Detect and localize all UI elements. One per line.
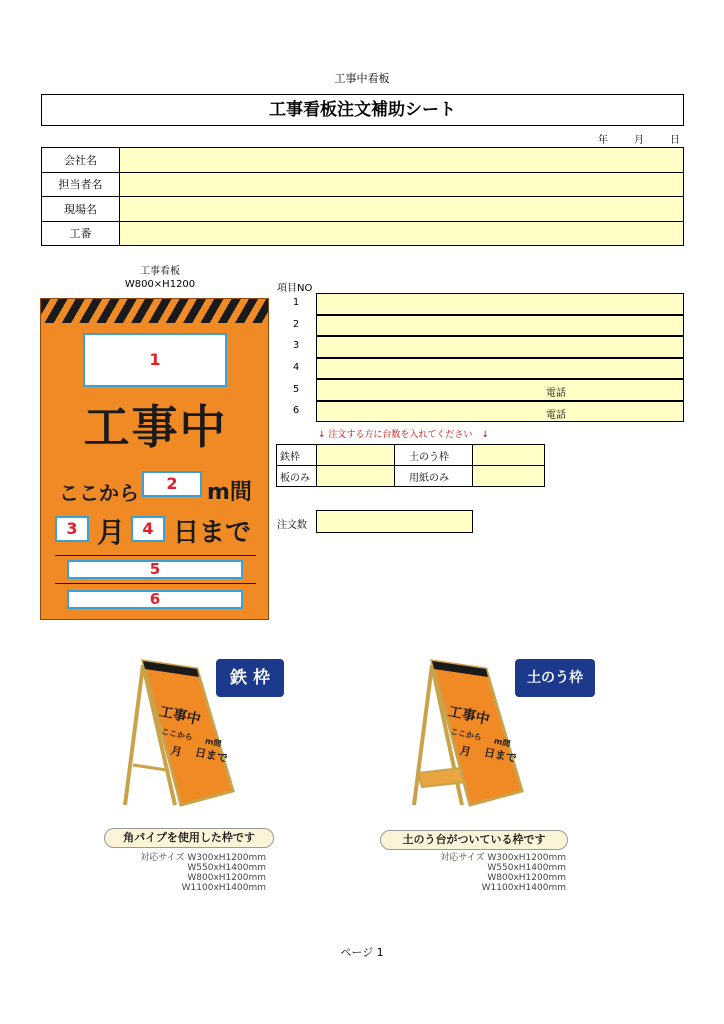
item-number-header: 項目NO xyxy=(277,283,313,294)
item-field-1[interactable] xyxy=(316,293,684,315)
company-label: 会社名 xyxy=(42,148,120,173)
customer-info-table xyxy=(41,147,684,246)
paper-only-qty[interactable] xyxy=(473,466,545,487)
sign-caption-name: 工事看板 xyxy=(140,266,180,277)
sandbag-frame-label: 土のう枠 xyxy=(395,445,473,466)
item-number: 6 xyxy=(292,405,300,416)
item-field-2[interactable] xyxy=(316,315,684,337)
item-number: 3 xyxy=(292,340,300,351)
sign-divider-1 xyxy=(55,555,256,556)
stand-sign-until: 日まで xyxy=(193,745,229,766)
item-field-3[interactable] xyxy=(316,336,684,358)
stand-sign-from: ここから xyxy=(160,726,194,743)
info-row-company xyxy=(42,148,684,173)
frame-quantity-table xyxy=(276,444,545,487)
item-field-4[interactable] xyxy=(316,358,684,380)
page-number: ページ 1 xyxy=(340,946,384,959)
size-item: W550xH1400mm xyxy=(487,863,566,873)
board-only-qty[interactable] xyxy=(317,466,395,487)
sheet-title: 工事看板注文補助シート xyxy=(41,94,684,126)
phone-label: 電話 xyxy=(546,388,566,399)
stand-sign-m: m間 xyxy=(493,736,512,749)
date-month-label: 月 xyxy=(634,135,644,146)
size-item: W1100xH1400mm xyxy=(481,883,566,893)
paper-only-label: 用紙のみ xyxy=(395,466,473,487)
stand-sign-month: 月 xyxy=(169,743,184,759)
stand-sign-m: m間 xyxy=(204,736,223,749)
person-field[interactable] xyxy=(120,172,684,197)
stand-sign-from: ここから xyxy=(449,726,483,743)
sign-from-text: ここから xyxy=(59,481,139,505)
construction-sign xyxy=(40,298,269,620)
site-field[interactable] xyxy=(120,197,684,222)
order-quantity-field[interactable] xyxy=(316,510,473,533)
size-item: 対応サイズ W300xH1200mm xyxy=(140,853,266,863)
company-field[interactable] xyxy=(120,148,684,173)
sign-m-text: m間 xyxy=(207,480,252,505)
item-number: 4 xyxy=(292,362,300,373)
sign-box-4: 4 xyxy=(131,516,165,542)
date-day-label: 日 xyxy=(670,135,680,146)
site-label: 現場名 xyxy=(42,197,120,222)
sign-month-text: 月 xyxy=(97,516,126,549)
size-item: 対応サイズ W300xH1200mm xyxy=(440,853,566,863)
sign-box-1: 1 xyxy=(83,333,227,387)
iron-frame-label: 鉄枠 xyxy=(277,445,317,466)
sign-box-5: 5 xyxy=(67,560,243,579)
sign-until-text: 日まで xyxy=(173,518,252,548)
size-item: W800xH1200mm xyxy=(487,873,566,883)
item-number: 1 xyxy=(292,297,300,308)
iron-frame-qty[interactable] xyxy=(317,445,395,466)
size-item: W1100xH1400mm xyxy=(181,883,266,893)
stand-sign-month: 月 xyxy=(458,743,473,759)
phone-label: 電話 xyxy=(546,409,566,421)
quantity-note: ↓ 注文する方に台数を入れてください ↓ xyxy=(318,430,489,440)
sandbag-frame-stand-image xyxy=(400,655,530,815)
info-row-person xyxy=(42,172,684,197)
job-number-label: 工番 xyxy=(42,221,120,246)
board-only-label: 板のみ xyxy=(277,466,317,487)
page-header: 工事中看板 xyxy=(334,72,390,85)
item-field-6[interactable] xyxy=(316,401,684,423)
iron-frame-sizes xyxy=(110,853,266,893)
sign-box-6: 6 xyxy=(67,590,243,609)
stand-sign-main: 工事中 xyxy=(157,703,202,729)
info-row-site xyxy=(42,197,684,222)
date-year-label: 年 xyxy=(598,135,608,146)
person-label: 担当者名 xyxy=(42,172,120,197)
sign-caption-size: W800×H1200 xyxy=(124,279,196,290)
sandbag-frame-description: 土のう台がついている枠です xyxy=(380,830,568,850)
sign-box-2: 2 xyxy=(142,471,202,497)
sign-divider-2 xyxy=(55,583,256,584)
size-item: W550xH1400mm xyxy=(187,863,266,873)
sign-main-text: 工事中 xyxy=(83,400,228,454)
job-number-field[interactable] xyxy=(120,221,684,246)
item-number: 5 xyxy=(292,384,300,395)
order-quantity-label: 注文数 xyxy=(277,520,307,531)
sandbag-frame-qty[interactable] xyxy=(473,445,545,466)
sign-box-3: 3 xyxy=(55,516,89,542)
sandbag-frame-badge: 土のう枠 xyxy=(515,659,595,697)
iron-frame-badge: 鉄 枠 xyxy=(216,659,284,697)
hazard-stripes xyxy=(41,299,269,323)
sandbag-frame-sizes xyxy=(410,853,566,893)
stand-sign-until: 日まで xyxy=(482,745,518,766)
info-row-job xyxy=(42,221,684,246)
stand-sign-main: 工事中 xyxy=(446,703,491,729)
item-field-5[interactable] xyxy=(316,379,684,401)
iron-frame-description: 角パイプを使用した枠です xyxy=(104,828,274,848)
item-number: 2 xyxy=(292,319,300,330)
size-item: W800xH1200mm xyxy=(187,873,266,883)
